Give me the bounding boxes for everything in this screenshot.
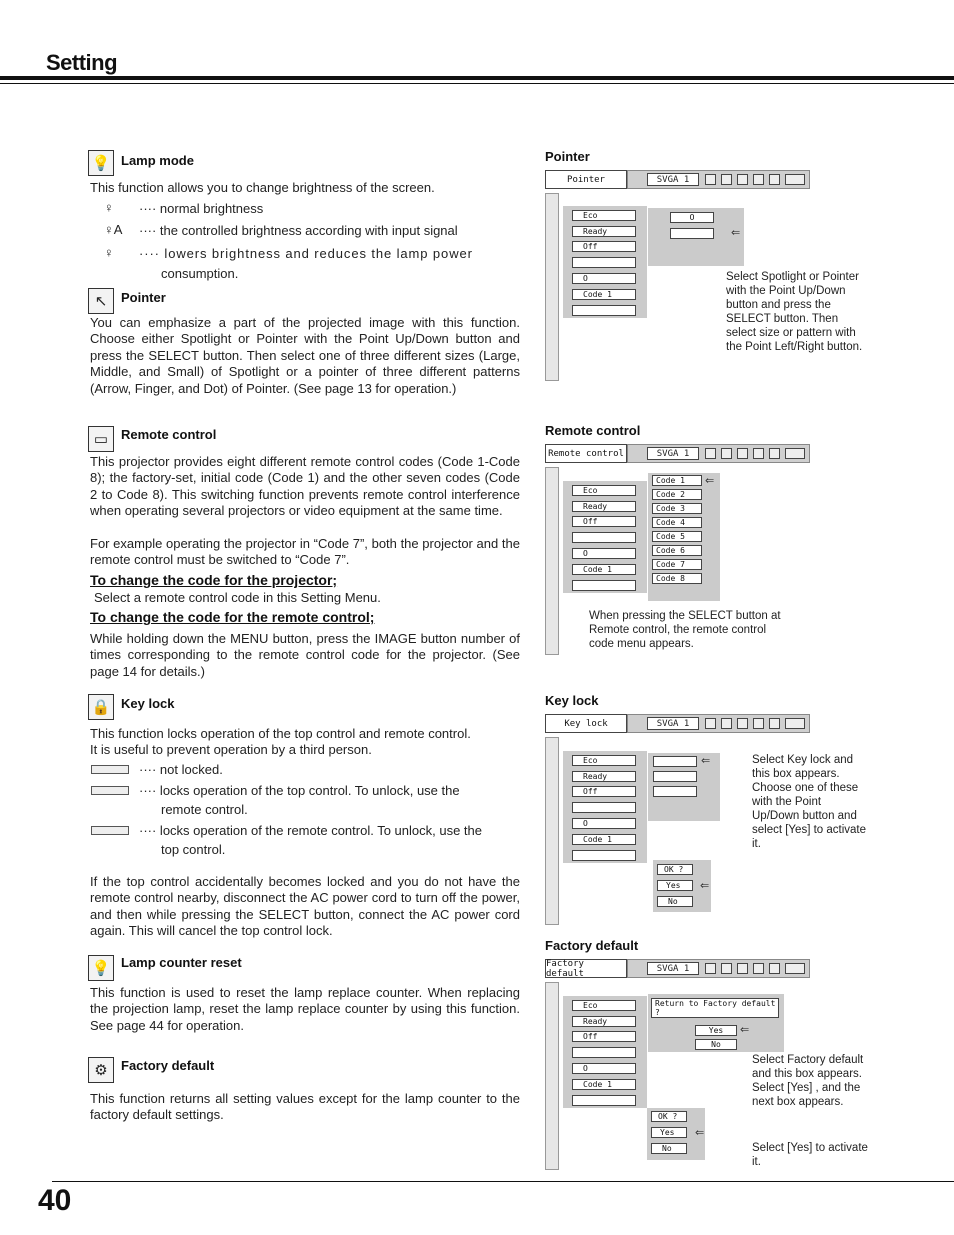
factory-figure-note: Select Factory default and this box appears. Select [Yes] , and the next box appears.: [752, 1054, 864, 1108]
factory-figure: [545, 938, 875, 1173]
projector-code-body: Select a remote control code in this Setting Menu.: [94, 590, 381, 605]
toolbar-icon: [785, 448, 805, 459]
menu-value: Ready: [572, 1016, 636, 1027]
lamp-auto-icon: ♀A: [104, 222, 123, 237]
pointer-heading: Pointer: [121, 290, 166, 305]
page-title: Setting: [46, 50, 118, 75]
arrow-left-icon: ⇐: [700, 880, 710, 892]
menu-value: O: [572, 818, 636, 829]
menu-value: [572, 850, 636, 861]
key-lock-item: ···· locks operation of the remote control. To unlock, use the: [139, 823, 482, 838]
factory-question-option: Yes: [695, 1025, 737, 1036]
lamp-mode-heading: Lamp mode: [121, 153, 194, 168]
menu-value: Code 1: [572, 1079, 636, 1090]
code-option: Code 7: [652, 559, 702, 570]
key-lock-item-cont: remote control.: [161, 802, 248, 817]
toolbar-icon: [753, 718, 764, 729]
figure-label: Factory default: [545, 938, 639, 953]
code-option: Code 3: [652, 503, 702, 514]
lamp-eco-icon: ♀: [104, 245, 114, 260]
toolbar-icon: [721, 718, 732, 729]
factory-default-body: This function returns all setting values except for the lamp counter to the factory default settings.: [90, 1091, 520, 1123]
menu-value: Eco: [572, 1000, 636, 1011]
toolbar-icon: [721, 174, 732, 185]
lamp-counter-body: This function is used to reset the lamp replace counter. When replacing the projection lamp, reset the lamp replace counter by using this function. See page 44 for operation.: [90, 985, 520, 1033]
header-rule-thin: [0, 83, 954, 84]
menu-title: Key lock: [545, 714, 627, 733]
remote-figure: [545, 423, 875, 658]
svga-value: SVGA 1: [647, 717, 699, 730]
menu-value: [572, 802, 636, 813]
code-option: Code 1: [652, 475, 702, 486]
toolbar-icon: [737, 174, 748, 185]
lamp-mode-item: ···· the controlled brightness according with input signal: [139, 223, 458, 238]
svga-value: SVGA 1: [647, 173, 699, 186]
factory-question-option: No: [695, 1039, 737, 1050]
figure-label: Remote control: [545, 423, 641, 438]
pointer-sub-value: [670, 228, 714, 239]
factory-figure-note: Select [Yes] to activate it.: [752, 1142, 868, 1168]
code-option: Code 2: [652, 489, 702, 500]
confirm-option: No: [657, 896, 693, 907]
arrow-left-icon: ⇐: [740, 1024, 750, 1036]
key-lock-body: This function locks operation of the top control and remote control.: [90, 726, 471, 741]
toolbar-icon: [737, 963, 748, 974]
confirm-option: Yes: [651, 1127, 687, 1138]
menu-value: Off: [572, 241, 636, 252]
menu-title: Factory default: [545, 959, 627, 978]
key-lock-item: ···· locks operation of the top control. To unlock, use the: [139, 783, 460, 798]
lamp-mode-item: ···· lowers brightness and reduces the lamp power: [139, 246, 473, 261]
menu-value: O: [572, 1063, 636, 1074]
menu-icon-column: [545, 982, 559, 1170]
lamp-mode-icon: 💡: [88, 150, 114, 176]
menu-value: [572, 257, 636, 268]
menu-icon-column: [545, 737, 559, 925]
arrow-left-icon: ⇐: [695, 1127, 705, 1139]
toolbar-icon: [785, 174, 805, 185]
code-option: Code 4: [652, 517, 702, 528]
figure-label: Key lock: [545, 693, 599, 708]
keylock-figure: [545, 693, 875, 928]
arrow-left-icon: ⇐: [701, 755, 711, 767]
remote-control-heading: Remote control: [121, 427, 217, 442]
toolbar-icon: [753, 963, 764, 974]
key-lock-item: ···· not locked.: [139, 762, 223, 777]
toolbar-icon: [769, 718, 780, 729]
menu-value: Code 1: [572, 289, 636, 300]
remote-control-example: For example operating the projector in “Code 7”, both the projector and the remote control must be switched to “Code 7”.: [90, 536, 520, 568]
menu-value: Code 1: [572, 564, 636, 575]
menu-value: Ready: [572, 501, 636, 512]
toolbar-icon: [705, 718, 716, 729]
factory-question: Return to Factory default ?: [651, 998, 779, 1018]
header-rule: [0, 76, 954, 80]
svga-value: SVGA 1: [647, 962, 699, 975]
lamp-counter-icon: 💡: [88, 955, 114, 981]
footer-rule: [52, 1181, 954, 1182]
toolbar-icon: [769, 174, 780, 185]
toolbar-icon: [769, 963, 780, 974]
menu-value: Off: [572, 516, 636, 527]
lamp-mode-intro: This function allows you to change brightness of the screen.: [90, 180, 435, 195]
remote-control-body: This projector provides eight different remote control codes (Code 1-Code 8); the factory-set, initial code (Code 1) and the other seven codes (Code 2 to Code 8). This switching function prevents remote control interference when operating several projectors or video equipment at the same time.: [90, 454, 520, 519]
remote-code-body: While holding down the MENU button, press the IMAGE button number of times corresponding to the remote control code for the projector. (See page 14 for details.): [90, 631, 520, 679]
remote-lock-icon: [91, 826, 129, 835]
menu-value: Eco: [572, 755, 636, 766]
key-lock-item-cont: top control.: [161, 842, 226, 857]
pointer-figure: [545, 148, 875, 388]
toolbar-icon: [737, 718, 748, 729]
menu-value: [572, 580, 636, 591]
top-control-lock-icon: [91, 786, 129, 795]
confirm-option: Yes: [657, 880, 693, 891]
key-lock-note: If the top control accidentally becomes locked and you do not have the remote control nearby, disconnect the AC power cord to turn off the power, and then while pressing the SELECT button, connect the AC power cord again. This will cancel the top control lock.: [90, 874, 520, 939]
confirm-option: OK ?: [651, 1111, 687, 1122]
lock-option: [653, 786, 697, 797]
menu-value: Off: [572, 1031, 636, 1042]
toolbar-icon: [753, 174, 764, 185]
remote-figure-note: When pressing the SELECT button at Remote control, the remote control code menu appears.: [589, 610, 781, 650]
arrow-left-icon: ⇐: [731, 227, 741, 239]
unlocked-icon: [91, 765, 129, 774]
key-lock-body: It is useful to prevent operation by a third person.: [90, 742, 372, 757]
toolbar-icon: [737, 448, 748, 459]
pointer-body: You can emphasize a part of the projected image with this function. Choose either Spotlight or Pointer with the Point Up/Down button and press the SELECT button. Then select one of three different sizes (Large, Middle, and Small) of Spotlight or a pointer of three different patterns (Arrow, Finger, and Dot) of Pointer. (See page 13 for operation.): [90, 315, 520, 396]
menu-value: Eco: [572, 485, 636, 496]
menu-value: Code 1: [572, 834, 636, 845]
menu-value: O: [572, 273, 636, 284]
lock-option: [653, 771, 697, 782]
toolbar-icon: [753, 448, 764, 459]
projector-code-heading: To change the code for the projector;: [90, 572, 338, 588]
menu-value: [572, 532, 636, 543]
code-option: Code 6: [652, 545, 702, 556]
svga-value: SVGA 1: [647, 447, 699, 460]
toolbar-icon: [705, 963, 716, 974]
menu-value: O: [572, 548, 636, 559]
menu-title: Pointer: [545, 170, 627, 189]
pointer-figure-note: Select Spotlight or Pointer with the Point Up/Down button and press the SELECT button. Then select size or pattern with the Point Left/Right button.: [726, 271, 863, 353]
toolbar-icon: [785, 718, 805, 729]
key-lock-heading: Key lock: [121, 696, 175, 711]
menu-value: Off: [572, 786, 636, 797]
menu-title: Remote control: [545, 444, 627, 463]
key-lock-icon: 🔒: [88, 694, 114, 720]
remote-code-heading: To change the code for the remote control;: [90, 609, 375, 625]
toolbar-icon: [769, 448, 780, 459]
menu-value: [572, 305, 636, 316]
menu-icon-column: [545, 467, 559, 655]
menu-value: [572, 1095, 636, 1106]
confirm-option: No: [651, 1143, 687, 1154]
lamp-mode-item-cont: consumption.: [161, 266, 239, 281]
toolbar-icon: [721, 448, 732, 459]
figure-label: Pointer: [545, 149, 590, 164]
toolbar-icon: [721, 963, 732, 974]
toolbar-icon: [785, 963, 805, 974]
code-option: Code 8: [652, 573, 702, 584]
factory-default-heading: Factory default: [121, 1058, 215, 1073]
remote-control-icon: ▭: [88, 426, 114, 452]
lock-option: [653, 756, 697, 767]
lamp-mode-item: ···· normal brightness: [139, 201, 264, 216]
menu-icon-column: [545, 193, 559, 381]
pointer-icon: ↖: [88, 288, 114, 314]
pointer-sub-value: O: [670, 212, 714, 223]
toolbar-icon: [705, 448, 716, 459]
lamp-counter-heading: Lamp counter reset: [121, 955, 242, 970]
menu-value: [572, 1047, 636, 1058]
lamp-normal-icon: ♀: [104, 200, 114, 215]
toolbar-icon: [705, 174, 716, 185]
menu-value: Eco: [572, 210, 636, 221]
confirm-option: OK ?: [657, 864, 693, 875]
keylock-figure-note: Select Key lock and this box appears. Choose one of these with the Point Up/Down button and select [Yes] to activate it.: [752, 754, 867, 850]
menu-value: Ready: [572, 226, 636, 237]
code-option: Code 5: [652, 531, 702, 542]
page-number: 40: [38, 1184, 72, 1217]
arrow-left-icon: ⇐: [705, 475, 715, 487]
factory-default-icon: ⚙: [88, 1057, 114, 1083]
menu-value: Ready: [572, 771, 636, 782]
